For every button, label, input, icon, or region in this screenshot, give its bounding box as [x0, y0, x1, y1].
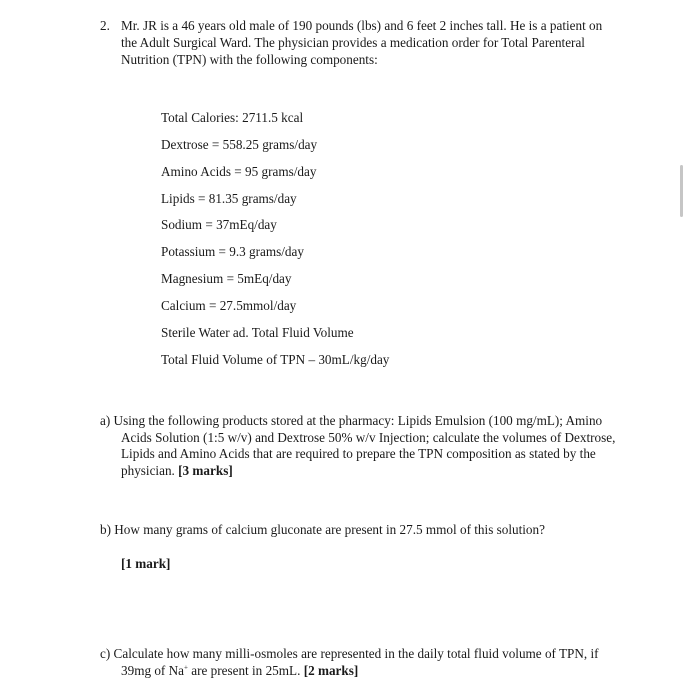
part-c-text-end: are present in 25mL.	[187, 662, 301, 678]
part-a-marks: [3 marks]	[178, 462, 233, 478]
scrollbar-thumb[interactable]	[680, 165, 683, 217]
component-sodium: Sodium = 37mEq/day	[161, 217, 277, 232]
component-sterile-water: Sterile Water ad. Total Fluid Volume	[161, 325, 354, 340]
component-amino-acids: Amino Acids = 95 grams/day	[161, 164, 317, 179]
part-c-text: c) Calculate how many milli-osmoles are represented in the daily total fluid volume of TPN, if 39mg of Na	[100, 646, 599, 678]
component-total-fluid-volume: Total Fluid Volume of TPN – 30mL/kg/day	[161, 352, 390, 367]
component-lipids: Lipids = 81.35 grams/day	[161, 191, 297, 206]
part-c-marks: [2 marks]	[303, 662, 359, 678]
component-magnesium: Magnesium = 5mEq/day	[161, 271, 292, 286]
component-total-calories: Total Calories: 2711.5 kcal	[161, 110, 304, 125]
sodium-superscript: +	[184, 663, 188, 672]
question-2	[100, 17, 615, 68]
question-number: 2.	[100, 18, 110, 33]
component-dextrose: Dextrose = 558.25 grams/day	[161, 137, 318, 152]
part-b-marks: [1 mark]	[121, 556, 171, 571]
component-calcium: Calcium = 27.5mmol/day	[161, 298, 297, 313]
part-b-text: b) How many grams of calcium gluconate are present in 27.5 mmol of this solution?	[100, 522, 545, 537]
part-a-text: a) Using the following products stored at the pharmacy: Lipids Emulsion (100 mg/mL); Amino Acids Solution (1:5 w/v) and Dextrose 50% w/v Injection; calculate the volumes of Dextrose, Lipids and Amino Acids that are required to prepare the TPN composition as stated by the physician.	[100, 413, 616, 478]
part-c	[100, 646, 629, 679]
part-a	[100, 413, 624, 479]
component-potassium: Potassium = 9.3 grams/day	[161, 244, 304, 259]
question-intro: Mr. JR is a 46 years old male of 190 pounds (lbs) and 6 feet 2 inches tall. He is a patient on the Adult Surgical Ward. The physician provides a medication order for Total Parenteral Nutrition (TPN) with the following components:	[121, 18, 603, 67]
